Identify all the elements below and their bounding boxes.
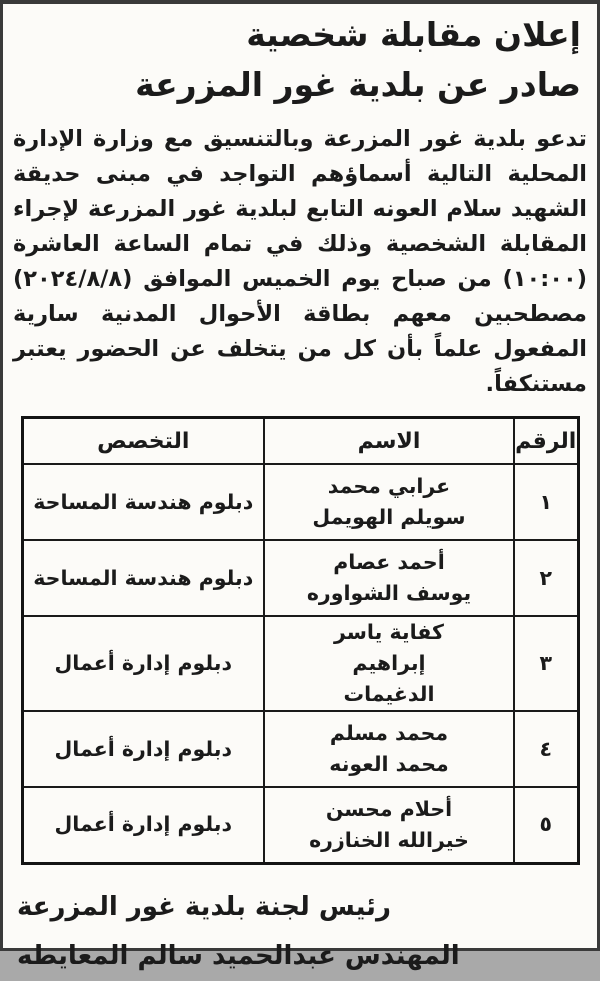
row-name [264, 616, 514, 711]
row-specialty: دبلوم إدارة أعمال [22, 616, 264, 711]
announcement-body-paragraph: تدعو بلدية غور المزرعة وبالتنسيق مع وزارة الإدارة المحلية التالية أسماؤهم التواجد في مبنى حديقة الشهيد سلام العونه التابع لبلدية غور المزرعة لإجراء المقابلة الشخصية وذلك في تمام الساعة العاشرة (١٠:٠٠) من صباح يوم الخميس الموافق (٢٠٢٤/٨/٨) مصطحبين معهم بطاقة الأحوال المدنية سارية المفعول علماً بأن كل من يتخلف عن الحضور يعتبر مستنكفاً. [13, 126, 587, 397]
row-name-text: أحمد عصام يوسف الشواوره [306, 550, 472, 605]
row-name [264, 787, 514, 863]
column-header-name: الاسم [264, 418, 514, 465]
row-specialty: دبلوم هندسة المساحة [22, 464, 264, 540]
table-row [22, 787, 578, 863]
row-name [264, 711, 514, 787]
row-name-text: عرابي محمد سويلم الهويمل [312, 474, 466, 529]
row-name-text: أحلام محسن خيرالله الخنازره [309, 796, 469, 852]
signature-role: رئيس لجنة بلدية غور المزرعة [17, 891, 391, 922]
table-header-row [22, 418, 578, 465]
row-name-text: كفاية ياسر إبراهيم الدغيمات [334, 620, 444, 706]
title-line-2: صادر عن بلدية غور المزرعة [135, 65, 581, 104]
title-line-1: إعلان مقابلة شخصية [246, 15, 581, 54]
row-number: ٥ [514, 787, 578, 863]
row-number: ٣ [514, 616, 578, 711]
row-number: ٢ [514, 540, 578, 616]
table-row [22, 464, 578, 540]
table-row [22, 540, 578, 616]
table-row [22, 711, 578, 787]
signature-name: المهندس عبدالحميد سالم المعايطه [17, 940, 460, 971]
signature-block [3, 883, 597, 981]
row-specialty: دبلوم إدارة أعمال [22, 711, 264, 787]
row-number: ٤ [514, 711, 578, 787]
row-specialty: دبلوم هندسة المساحة [22, 540, 264, 616]
row-name [264, 540, 514, 616]
row-specialty: دبلوم إدارة أعمال [22, 787, 264, 863]
applicants-table [21, 416, 580, 865]
column-header-number: الرقم [514, 418, 578, 465]
column-header-specialty: التخصص [22, 418, 264, 465]
table-row [22, 616, 578, 711]
row-name [264, 464, 514, 540]
row-name-text: محمد مسلم محمد العونه [329, 721, 449, 776]
announcement-title [3, 4, 597, 110]
row-number: ١ [514, 464, 578, 540]
